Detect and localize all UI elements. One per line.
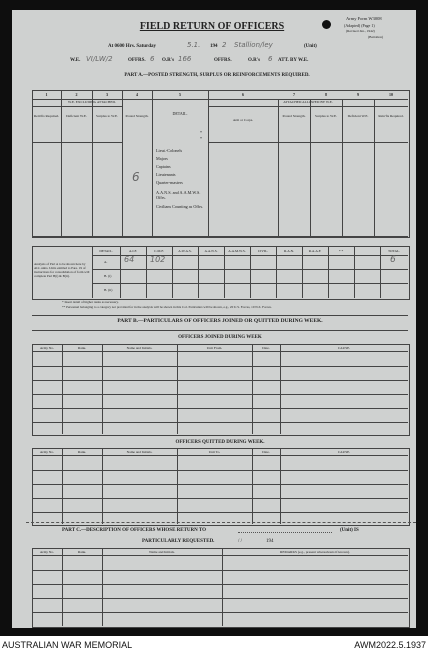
part-b-heading: PART B.—PARTICULARS OF OFFICERS JOINED OR QUITTED DURING WEEK.	[117, 318, 323, 324]
analysis-row-a: A.	[104, 260, 108, 264]
quitted-col-army-no: Army No.	[39, 450, 55, 454]
analysis-col-total: TOTAL.	[387, 249, 400, 253]
col-surplus: Surplus to W.E.	[96, 114, 118, 118]
analysis-col-aans: A.A.N.S.	[204, 249, 218, 253]
col-deficient: Deficient W.E.	[66, 114, 87, 118]
joined-col-cause: CAUSE.	[337, 346, 351, 350]
cmf-handwritten: 102	[150, 255, 166, 264]
analysis-col-aif: A.I.F.	[129, 249, 137, 253]
ors2-handwritten: 6	[268, 55, 273, 63]
we-handwritten: VI/LW/2	[86, 55, 113, 63]
revised-note: (Revised Jan., 1942)	[346, 29, 375, 33]
rank-captains: Captains	[156, 164, 171, 169]
quitted-heading: OFFICERS QUITTED DURING WEEK.	[175, 440, 265, 445]
cut-line	[26, 522, 416, 523]
ors-handwritten: 166	[178, 55, 192, 63]
part-c-heading: PART C.—DESCRIPTION OF OFFICERS WHOSE RETURN TO	[62, 528, 207, 533]
part-a-heading: PART A.—POSTED STRENGTH, SURPLUS OR REINFORCEMENTS REQUIRED.	[124, 73, 310, 78]
col-number-4: 4	[136, 92, 138, 97]
part-c-date-slashes: / /	[238, 539, 243, 544]
quitted-table	[32, 448, 410, 526]
quitted-col-date: Date.	[262, 450, 270, 454]
quitted-col-rank: Rank.	[77, 450, 87, 454]
ors-label: O.R's	[162, 58, 175, 63]
rank-aans-aamws: A.A.N.S. and A.A.M.W.S. Offrs.	[156, 190, 201, 200]
asterisk-marker: *	[200, 130, 202, 135]
detail-header: DETAIL.	[172, 111, 188, 116]
att-label: ATT. BY W.E.	[278, 58, 309, 63]
part-c-table	[32, 548, 410, 628]
analysis-col-civil: CIVIL.	[257, 249, 269, 253]
aif-handwritten: 64	[124, 255, 135, 264]
col-number-7: 7	[293, 92, 295, 97]
col-att-reinfts-required: Rein'fts Required.	[378, 114, 404, 118]
unit-fill-line	[238, 532, 332, 533]
battalion-label: (Battalion)	[368, 35, 384, 39]
joined-col-army-no: Army No.	[39, 346, 55, 350]
part-c-col-army-no: Army No.	[39, 550, 55, 554]
punch-hole	[322, 20, 331, 29]
year-handwritten: 2	[222, 41, 227, 49]
col-number-6: 6	[242, 92, 244, 97]
rank-lieut-colonels: Lieut.-Colonels	[156, 148, 183, 153]
joined-col-name: Name and Initials.	[126, 346, 153, 350]
col-reinfts-required: Rein'fts Required.	[33, 114, 60, 118]
col-number-8: 8	[325, 92, 327, 97]
year-label: 194	[210, 44, 218, 49]
quitted-col-name: Name and Initials.	[126, 450, 153, 454]
ors2-label: O.R's	[248, 58, 261, 63]
part-c-year: 194	[266, 539, 274, 544]
analysis-col-awas: A.W.A.S.	[178, 249, 192, 253]
col-att-posted-strength: Posted Strength.	[282, 114, 306, 118]
quitted-col-cause: CAUSE.	[337, 450, 351, 454]
col-number-2: 2	[75, 92, 78, 97]
joined-col-rank: Rank.	[77, 346, 87, 350]
analysis-col-raaf: R.A.A.F.	[308, 249, 322, 253]
unit-label: (Unit)	[304, 44, 317, 49]
document-page	[12, 10, 416, 628]
rank-quartermasters: Quarter-masters	[156, 180, 183, 185]
offrs-label: OFFRS.	[128, 58, 146, 63]
archive-reference: AWM2022.5.1937	[354, 640, 426, 650]
col-arm-corps: Arm or Corps.	[232, 118, 254, 122]
analysis-col-other: * *	[338, 249, 344, 253]
quitted-col-unit-to: Unit To.	[208, 450, 221, 454]
rank-civilians: Civilians Counting as Offrs.	[156, 204, 204, 209]
asterisk-marker: *	[200, 136, 202, 141]
analysis-row-bi: B. (i)	[104, 274, 112, 278]
col-number-1: 1	[45, 92, 48, 97]
joined-col-date: Date.	[262, 346, 270, 350]
part-c-col-rank: Rank.	[77, 550, 87, 554]
part-a-table	[32, 90, 410, 238]
footnote-category: ** Personnel belonging to a category not provided for in the analysis will be shown in this Col. Particulars will be shown, e.g., 20 U.S. Forces, 10 N.Z. Forces.	[62, 305, 272, 309]
analysis-row-bii: B. (ii)	[104, 288, 113, 292]
joined-col-unit-from: Unit From.	[206, 346, 223, 350]
we-excluding-header: W.E. EXCLUDING ATTACHED.	[68, 100, 116, 104]
at-hours-label: At 0600 Hrs. Saturday	[108, 44, 157, 49]
col-number-9: 9	[357, 92, 359, 97]
analysis-col-cmf: C.M.F.	[154, 249, 164, 253]
col-att-surplus: Surplus to W.E.	[315, 114, 337, 118]
part-c-col-remarks: REMARKS (e.g., present whereabouts if known).	[280, 550, 350, 554]
unit-handwritten: Stallion/ley	[234, 41, 273, 49]
part-c-requested: PARTICULARLY REQUESTED.	[142, 539, 215, 544]
analysis-detail-header: DETAIL.	[99, 249, 113, 253]
part-c-col-name: Name and Initials.	[149, 550, 175, 554]
total-handwritten: 6	[390, 255, 396, 265]
col-number-3: 3	[106, 92, 108, 97]
col-number-10: 10	[389, 92, 393, 97]
part-c-unit-is: (Unit) IS	[340, 528, 359, 533]
archive-name: AUSTRALIAN WAR MEMORIAL	[2, 640, 133, 650]
col-posted-strength: Posted Strength.	[125, 114, 149, 118]
col-number-5: 5	[179, 92, 181, 97]
army-form-number: Army Form W3008	[346, 16, 382, 21]
footnote-ranks: * Insert detail of higher ranks as necessary.	[62, 300, 119, 304]
form-title: FIELD RETURN OF OFFICERS	[139, 21, 285, 32]
rank-lieutenants: Lieutenants	[156, 172, 176, 177]
analysis-col-aamws: A.A.M.W.S.	[228, 249, 246, 253]
analysis-note: Analysis of Part A to be shown here by ALL units. Units entitled to Pare. 19 of instructions for consolidation of form will complete Part B(i) & B(ii).	[34, 262, 90, 278]
rank-majors: Majors	[156, 156, 168, 161]
offrs-handwritten: 6	[150, 55, 155, 63]
posted-strength-handwritten: 6	[132, 170, 140, 184]
attached-allowed-header: ATTACHED ALLOWED BY W.E.	[283, 100, 333, 104]
we-label: W.E.	[70, 58, 81, 63]
joined-heading: OFFICERS JOINED DURING WEEK	[178, 335, 262, 340]
date-handwritten: 5.1.	[187, 41, 201, 49]
col-att-deficient: Deficient W.E.	[347, 114, 369, 118]
analysis-col-ran: R.A.N.	[283, 249, 294, 253]
archive-caption	[0, 637, 428, 653]
adapted-note: (Adapted) (Page 1)	[344, 23, 375, 28]
offrs2-label: OFFRS.	[214, 58, 232, 63]
